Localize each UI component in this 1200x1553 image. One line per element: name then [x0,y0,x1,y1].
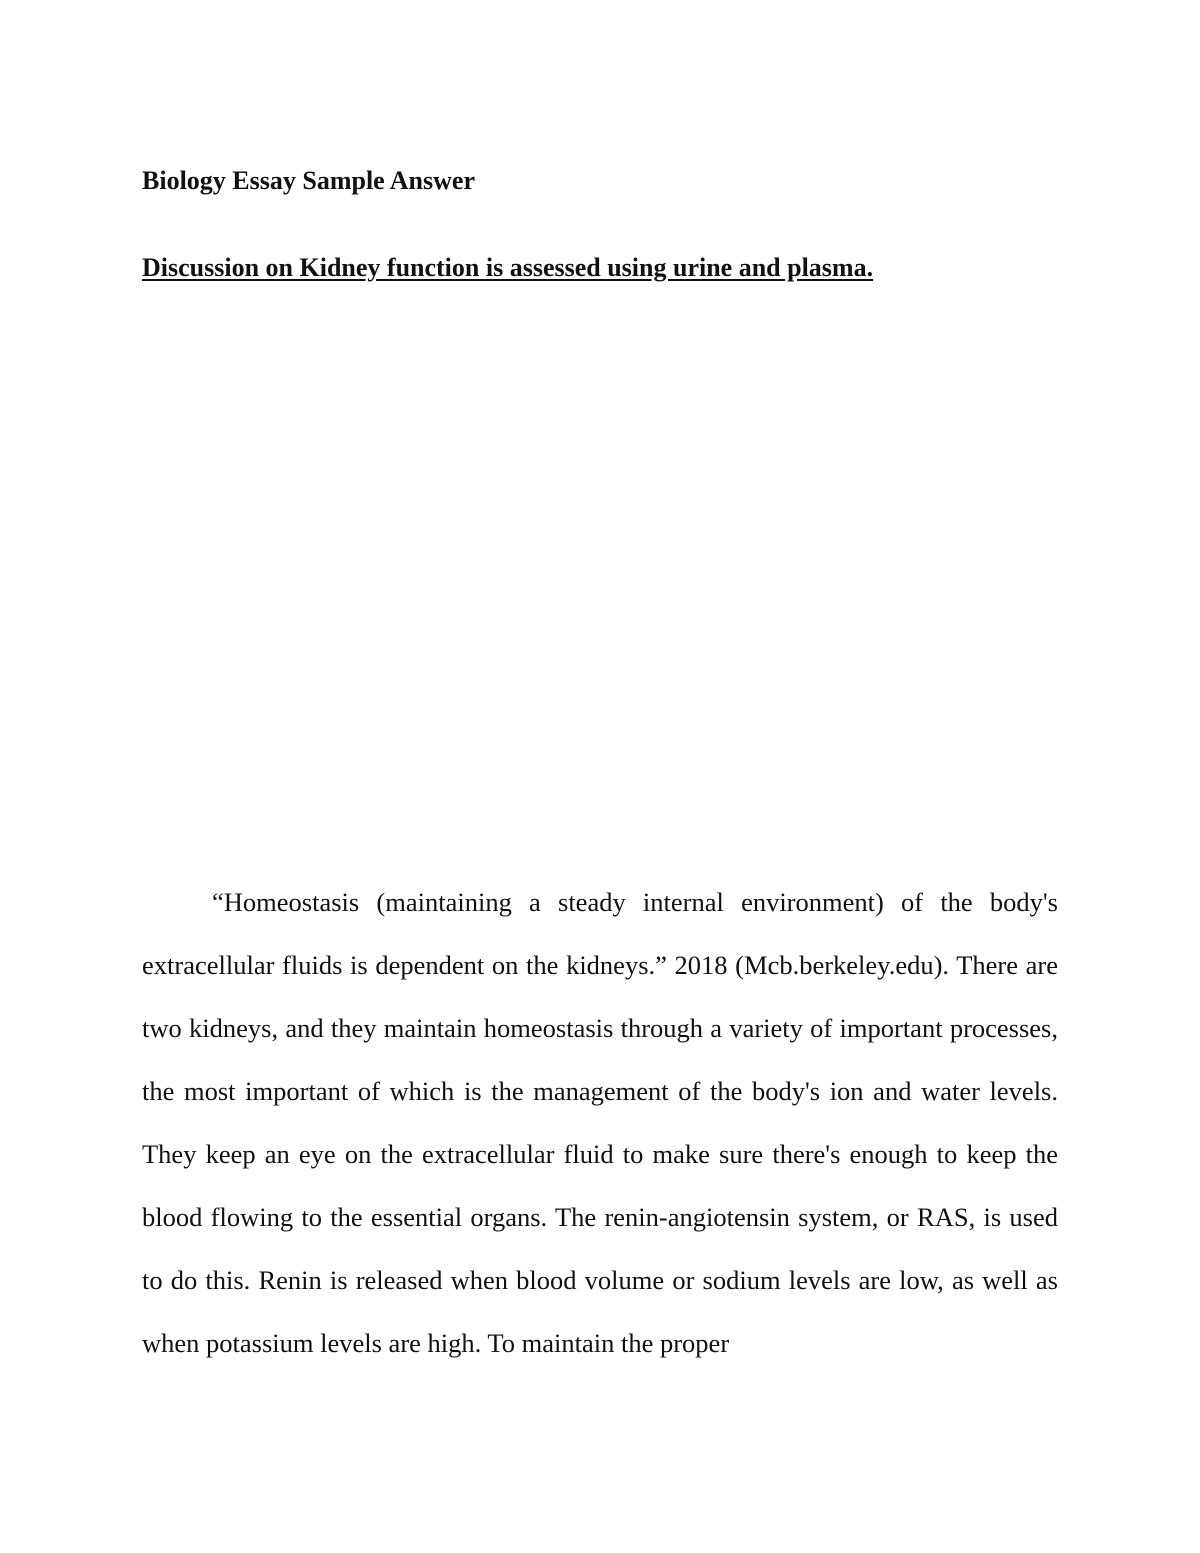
document-title: Biology Essay Sample Answer [142,166,475,195]
document-subtitle: Discussion on Kidney function is assessed using urine and plasma. [142,253,874,282]
body-paragraph: “Homeostasis (maintaining a steady internal environment) of the body's extracellular fluids is dependent on the kidneys.” 2018 (Mcb.berkeley.edu). There are two kidneys, and they maintain homeostasis through a variety of important processes, the most important of which is the management of the body's ion and water levels. They keep an eye on the extracellular fluid to make sure there's enough to keep the blood flowing to the essential organs. The renin-angiotensin system, or RAS, is used to do this. Renin is released when blood volume or sodium levels are low, as well as when potassium levels are high. To maintain the proper [142,887,1058,1358]
